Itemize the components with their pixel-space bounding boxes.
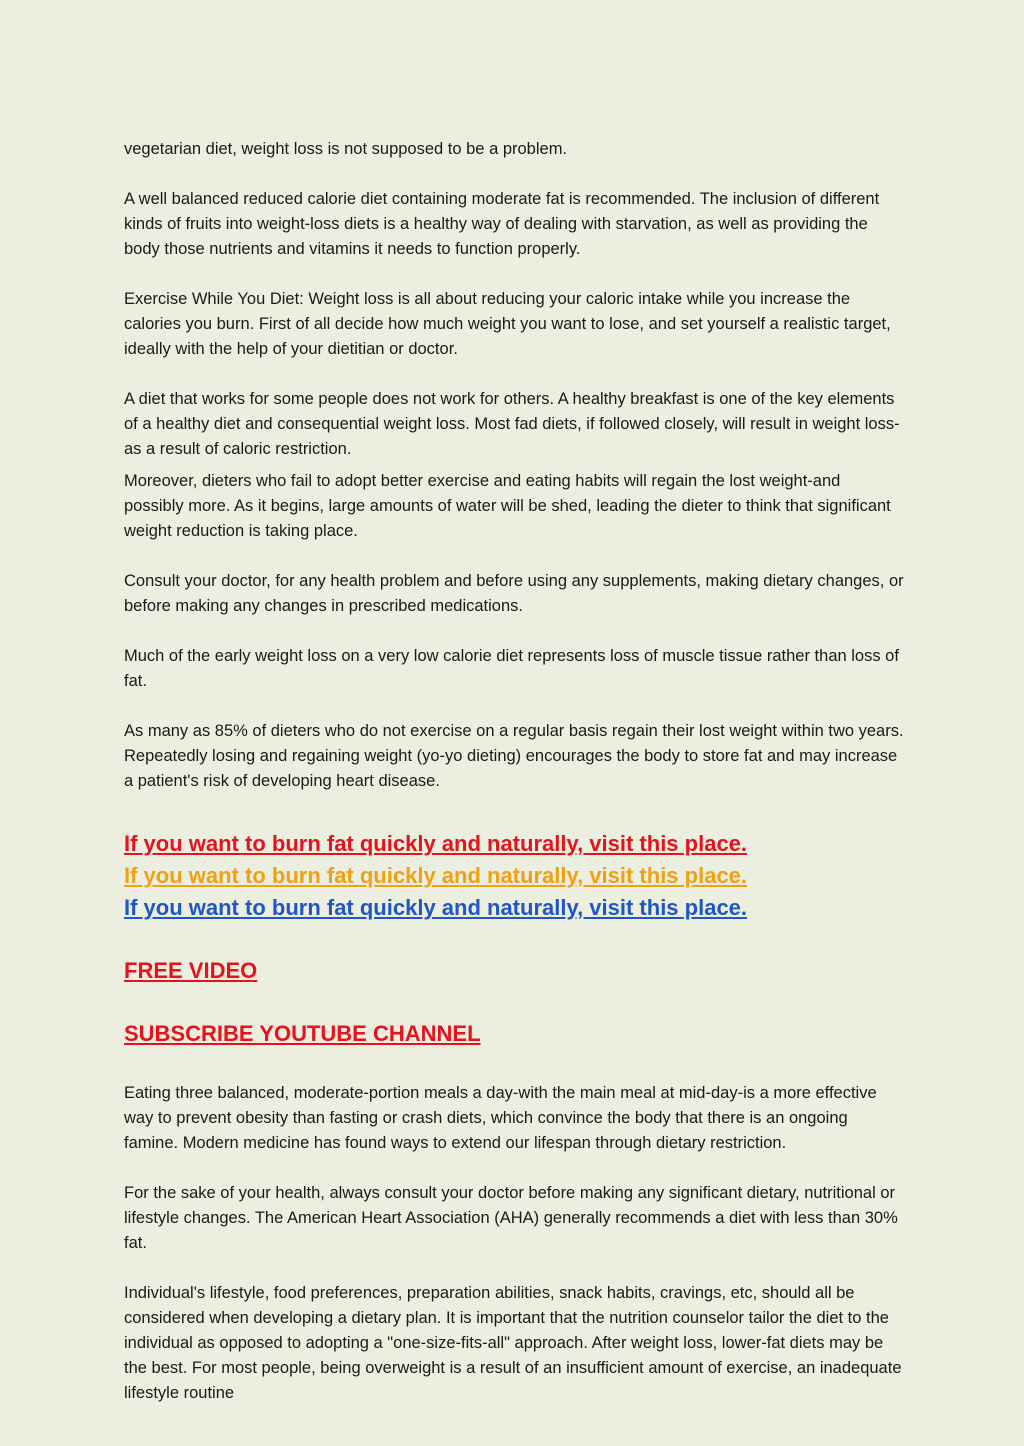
cta-link-group (124, 828, 904, 924)
free-video-link[interactable]: FREE VIDEO (124, 958, 258, 983)
paragraph-breakfast: A diet that works for some people does not work for others. A healthy breakfast is one of the key elements of a healthy diet and consequential weight loss. Most fad diets, if followed closely, will result in weight loss-as a result of caloric restriction. (124, 390, 900, 458)
paragraph-yo-yo: As many as 85% of dieters who do not exercise on a regular basis regain their lost weight within two years. Repeatedly losing and regaining weight (yo-yo dieting) encourages the body to store fat and may increase a patient's risk of developing heart disease. (124, 722, 904, 790)
paragraph-consult-doctor: Consult your doctor, for any health problem and before using any supplements, making dietary changes, or before making any changes in prescribed medications. (124, 572, 904, 615)
cta-link-red[interactable]: If you want to burn fat quickly and naturally, visit this place. (124, 831, 748, 856)
paragraph-muscle-loss: Much of the early weight loss on a very low calorie diet represents loss of muscle tissue rather than loss of fat. (124, 647, 899, 690)
document-page (124, 137, 904, 1406)
paragraph-regain: Moreover, dieters who fail to adopt better exercise and eating habits will regain the lost weight-and possibly more. As it begins, large amounts of water will be shed, leading the dieter to think that significant weight reduction is taking place. (124, 472, 891, 540)
paragraph-aha: For the sake of your health, always consult your doctor before making any significant dietary, nutritional or lifestyle changes. The American Heart Association (AHA) generally recommends a diet with less than 30% fat. (124, 1184, 898, 1252)
paragraph-three-meals: Eating three balanced, moderate-portion meals a day-with the main meal at mid-day-is a more effective way to prevent obesity than fasting or crash diets, which convince the body that there is an ongoing famine. Modern medicine has found ways to extend our lifespan through dietary restriction. (124, 1084, 877, 1152)
subscribe-youtube-link[interactable]: SUBSCRIBE YOUTUBE CHANNEL (124, 1021, 481, 1046)
paragraph-lifestyle: Individual's lifestyle, food preferences, preparation abilities, snack habits, cravings, etc, should all be considered when developing a dietary plan. It is important that the nutrition counselor tailor the diet to the individual as opposed to adopting a "one-size-fits-all" approach. After weight loss, lower-fat diets may be the best. For most people, being overweight is a result of an insufficient amount of exercise, an inadequate lifestyle routine (124, 1284, 902, 1402)
paragraph-balanced-diet: A well balanced reduced calorie diet containing moderate fat is recommended. The inclusion of different kinds of fruits into weight-loss diets is a healthy way of dealing with starvation, as well as providing the body those nutrients and vitamins it needs to function properly. (124, 190, 880, 258)
cta-link-blue[interactable]: If you want to burn fat quickly and naturally, visit this place. (124, 895, 748, 920)
paragraph-vegetarian: vegetarian diet, weight loss is not supposed to be a problem. (124, 140, 568, 158)
cta-link-orange[interactable]: If you want to burn fat quickly and naturally, visit this place. (124, 863, 748, 888)
paragraph-exercise: Exercise While You Diet: Weight loss is all about reducing your caloric intake while you increase the calories you burn. First of all decide how much weight you want to lose, and set yourself a realistic target, ideally with the help of your dietitian or doctor. (124, 290, 891, 358)
